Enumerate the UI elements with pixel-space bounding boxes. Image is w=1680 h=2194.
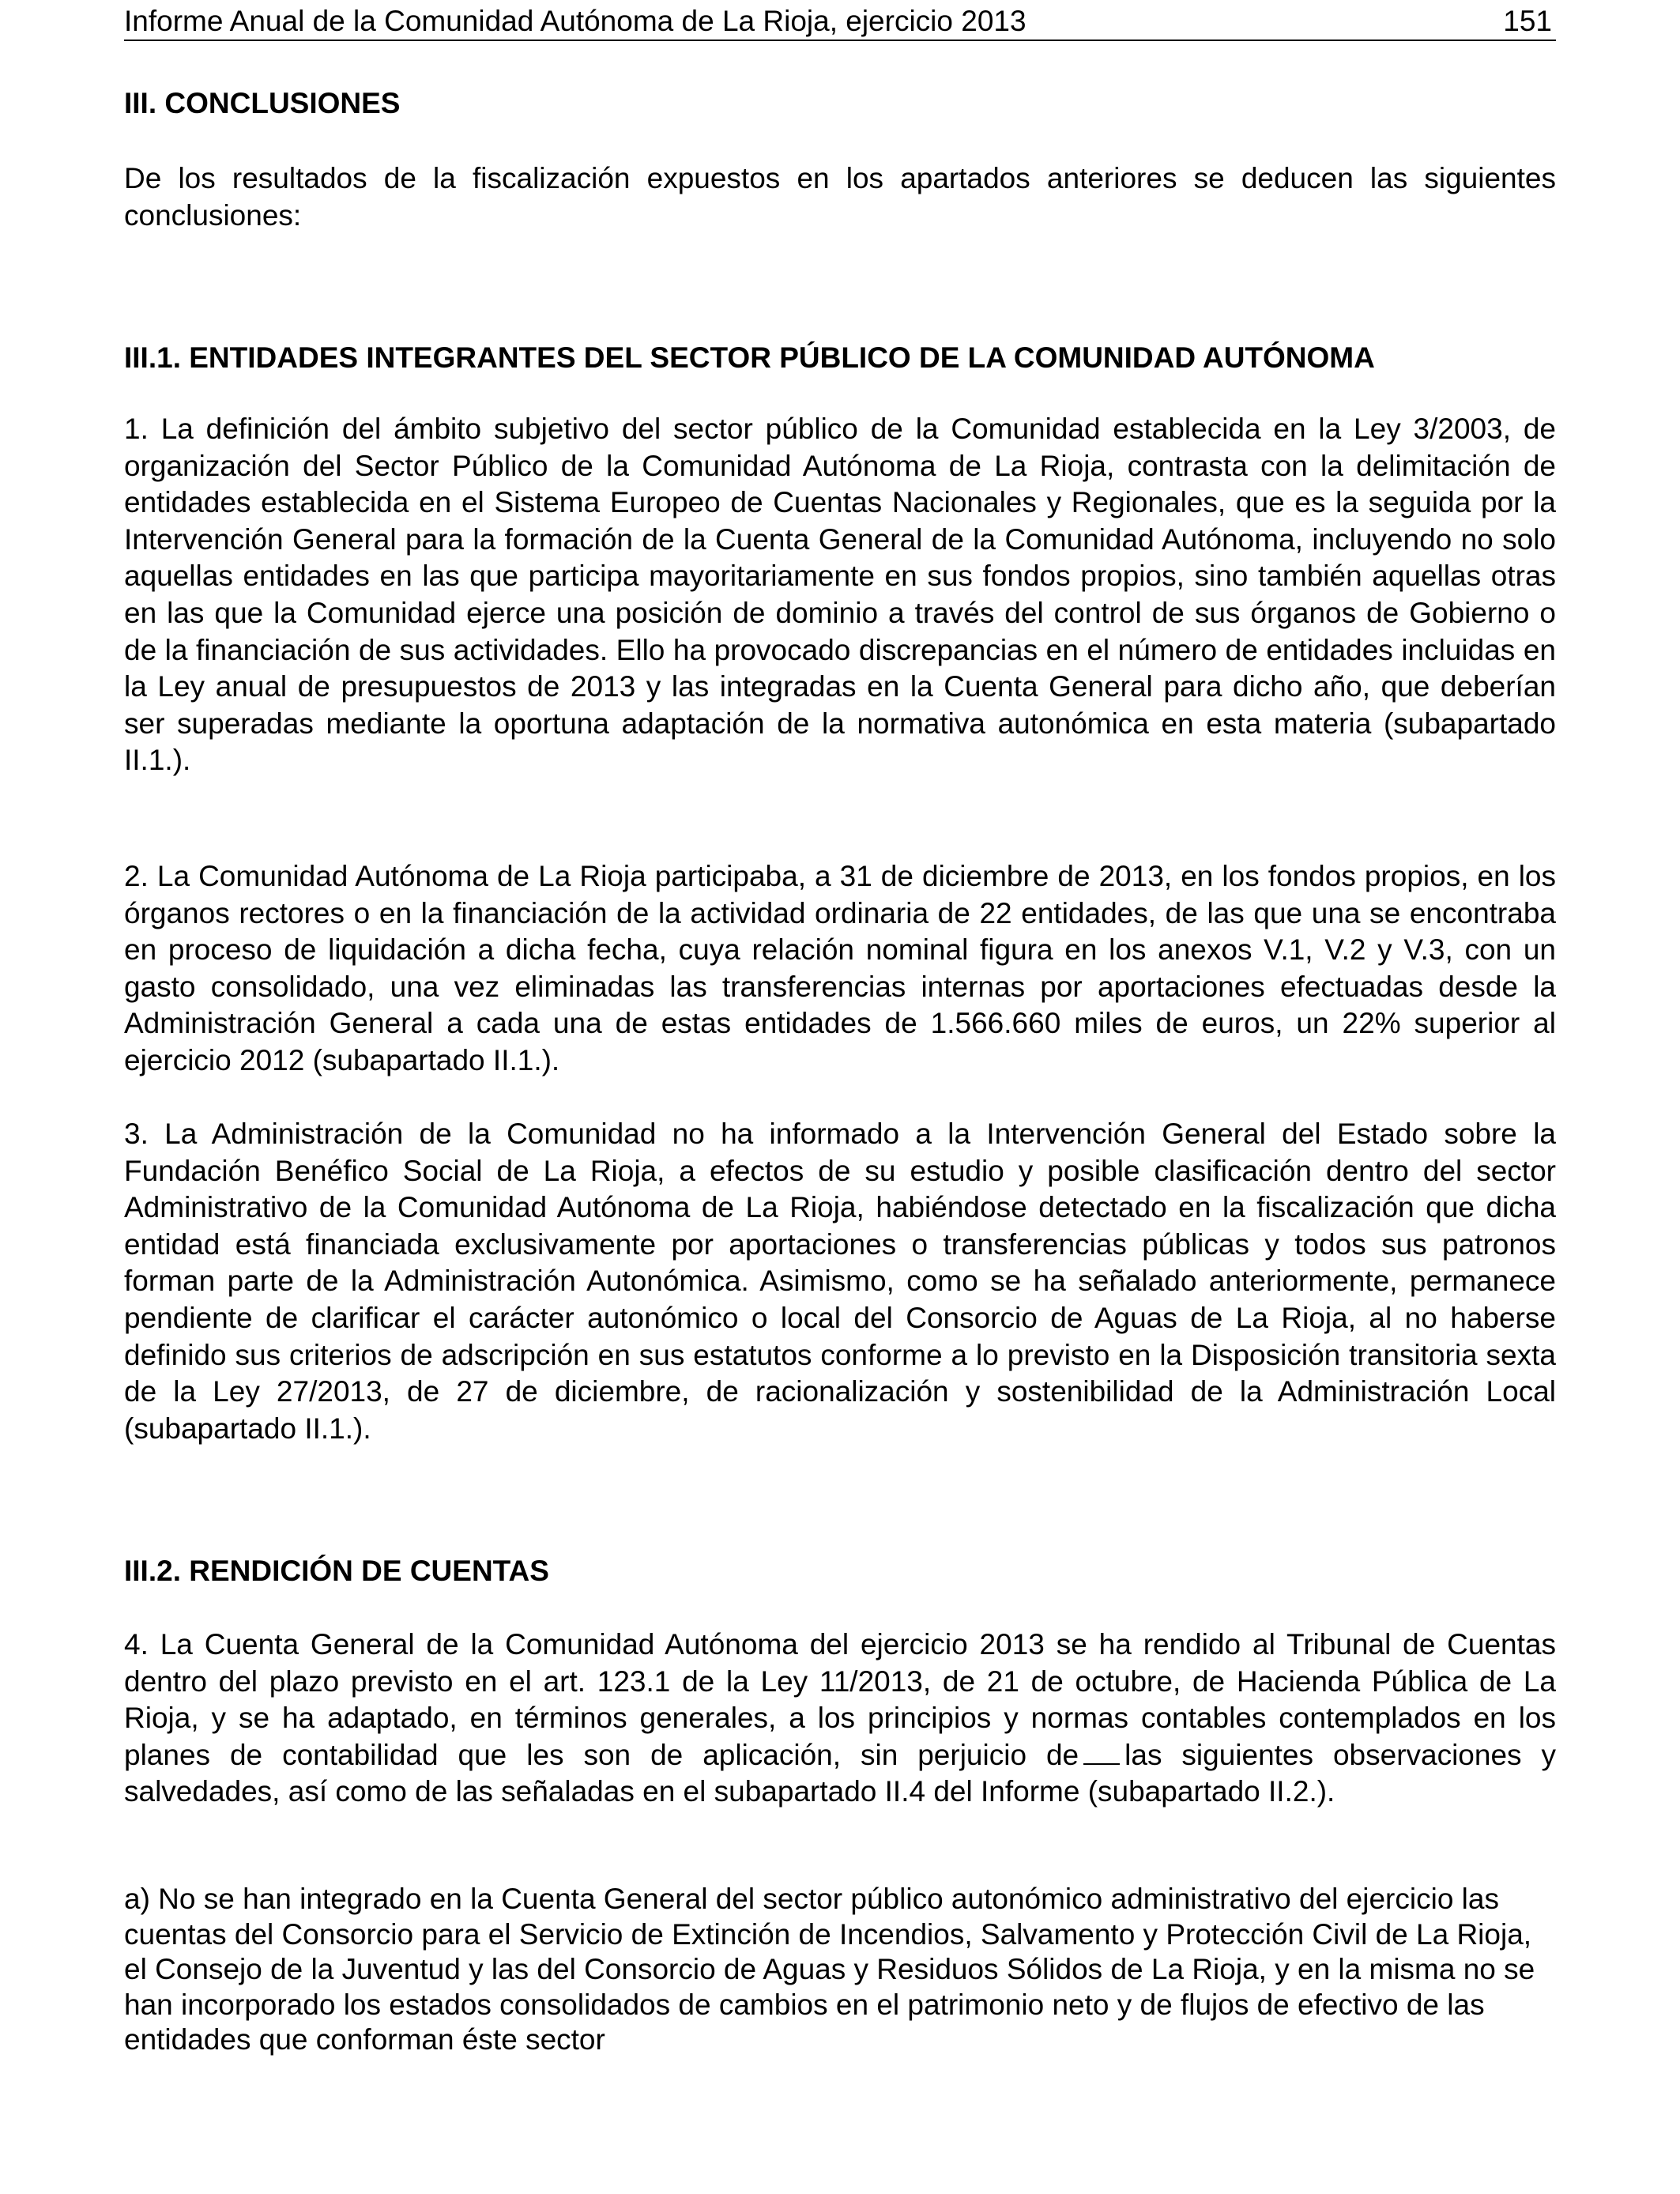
page-header [124,3,1556,41]
subsection-2-heading: III.2. RENDICIÓN DE CUENTAS [124,1555,549,1587]
paragraph-4-text-a: 4. La Cuenta General de la Comunidad Autónoma del ejercicio 2013 se ha rendido al Tribunal de Cuentas dentro del plazo previsto en el art. 123.1 de la Ley 11/2013, de 21 de octubre, de Hacienda Pública de La Rioja, y se ha adaptado, en términos generales, a los principios y normas contables contemplados en los planes de contabilidad que les son de aplicación, sin perjuicio de [124,1628,1556,1771]
subsection-1-heading: III.1. ENTIDADES INTEGRANTES DEL SECTOR PÚBLICO DE LA COMUNIDAD AUTÓNOMA [124,341,1375,374]
conclusion-paragraph-1: 1. La definición del ámbito subjetivo del sector público de la Comunidad establecida en la Ley 3/2003, de organización del Sector Público de la Comunidad Autónoma de La Rioja, contrasta con la delimitación de entidades establecida en el Sistema Europeo de Cuentas Nacionales y Regionales, que es la seguida por la Intervención General para la formación de la Cuenta General de la Comunidad Autónoma, incluyendo no solo aquellas entidades en las que participa mayoritariamente en sus fondos propios, sino también aquellas otras en las que la Comunidad ejerce una posición de dominio a través del control de sus órganos de Gobierno o de la financiación de sus actividades. Ello ha provocado discrepancias en el número de entidades incluidas en la Ley anual de presupuestos de 2013 y las integradas en la Cuenta General para dicho año, que deberían ser superadas mediante la oportuna adaptación de la normativa autonómica en esta materia (subapartado II.1.). [124,413,1556,777]
page-number: 151 [1503,5,1552,37]
section-heading: III. CONCLUSIONES [124,87,401,119]
conclusion-paragraph-3: 3. La Administración de la Comunidad no ha informado a la Intervención General del Estado sobre la Fundación Benéfico Social de La Rioja, a efectos de su estudio y posible clasificación dentro del sector Administrativo de la Comunidad Autónoma de La Rioja, habiéndose detectado en la fiscalización que dicha entidad está financiada exclusivamente por aportaciones o transferencias públicas y todos sus patronos forman parte de la Administración Autonómica. Asimismo, como se ha señalado anteriormente, permanece pendiente de clarificar el carácter autonómico o local del Consorcio de Aguas de La Rioja, al no haberse definido sus criterios de adscripción en sus estatutos conforme a lo previsto en la Disposición transitoria sexta de la Ley 27/2013, de 27 de diciembre, de racionalización y sostenibilidad de la Administración Local (subapartado II.1.). [124,1118,1556,1445]
paragraph-4-text-b: las siguientes observaciones y salvedades, así como de las señaladas en el subapartado II.4 del Informe (subapartado II.2.). [124,1738,1556,1808]
header-title: Informe Anual de la Comunidad Autónoma de La Rioja, ejercicio 2013 [124,5,1026,37]
underline-mark [1083,1740,1120,1765]
conclusion-paragraph-2: 2. La Comunidad Autónoma de La Rioja participaba, a 31 de diciembre de 2013, en los fondos propios, en los órganos rectores o en la financiación de la actividad ordinaria de 22 entidades, de las que una se encontraba en proceso de liquidación a dicha fecha, cuya relación nominal figura en los anexos V.1, V.2 y V.3, con un gasto consolidado, una vez eliminadas las transferencias internas por aportaciones efectuadas desde la Administración General a cada una de estas entidades de 1.566.660 miles de euros, un 22% superior al ejercicio 2012 (subapartado II.1.). [124,860,1556,1076]
intro-paragraph: De los resultados de la fiscalización expuestos en los apartados anteriores se deducen las siguientes conclusiones: [124,162,1556,232]
conclusion-paragraph-4 [124,1627,1556,1811]
observation-paragraph-a: a) No se han integrado en la Cuenta General del sector público autonómico administrativo del ejercicio las cuentas del Consorcio para el Servicio de Extinción de Incendios, Salvamento y Protección Civil de La Rioja, el Consejo de la Juventud y las del Consorcio de Aguas y Residuos Sólidos de La Rioja, y en la misma no se han incorporado los estados consolidados de cambios en el patrimonio neto y de flujos de efectivo de las entidades que conforman éste sector [124,1883,1535,2056]
